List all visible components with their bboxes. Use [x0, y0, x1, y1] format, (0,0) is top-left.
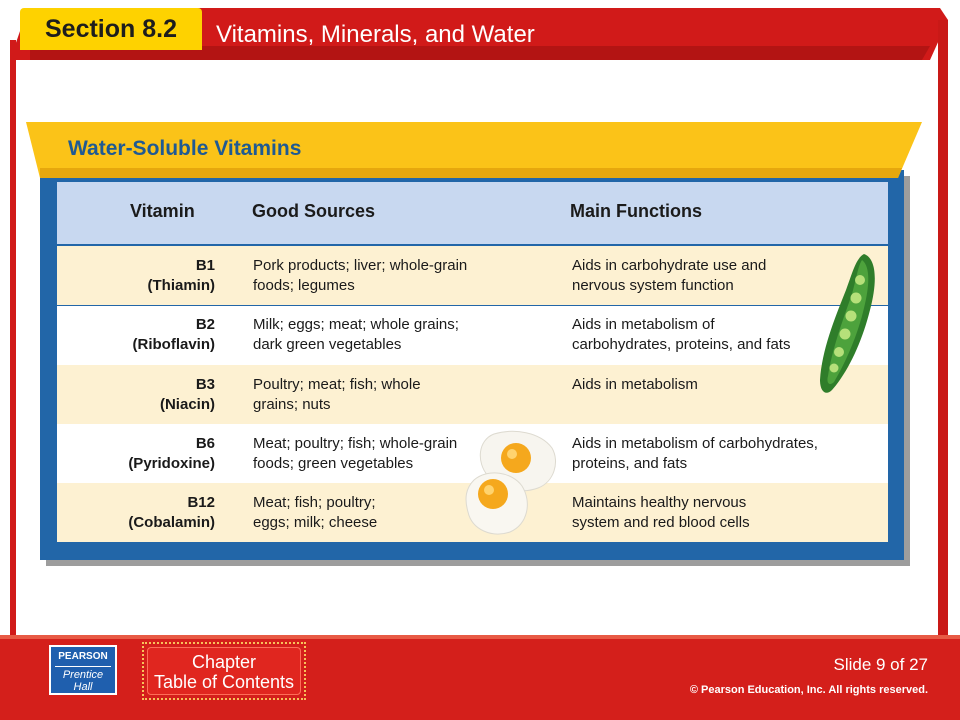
- functions-line: Maintains healthy nervous: [572, 494, 747, 511]
- pearson-logo: [49, 645, 117, 695]
- sources-line: Poultry; meat; fish; whole: [253, 376, 421, 393]
- vitamin-code: B1: [195, 257, 215, 274]
- sources-line: grains; nuts: [253, 396, 331, 413]
- vitamin-code: B2: [195, 316, 215, 333]
- logo-top-text: PEARSON: [58, 651, 108, 662]
- sources-line: Meat; poultry; fish; whole-grain: [253, 435, 458, 452]
- sources-cell: [253, 375, 421, 415]
- functions-cell: [572, 375, 698, 395]
- sources-cell: [253, 256, 467, 296]
- sources-cell: [253, 434, 457, 474]
- vitamin-code: B12: [187, 494, 215, 511]
- sources-cell: [253, 493, 377, 533]
- vitamin-alt-name: (Niacin): [159, 396, 215, 413]
- logo-bottom-text: Prentice Hall: [55, 666, 111, 693]
- vitamin-name: [55, 256, 215, 296]
- column-header-sources: Good Sources: [252, 201, 376, 221]
- vitamin-name: [55, 434, 215, 474]
- copyright-notice: © Pearson Education, Inc. All rights reserved.: [689, 684, 928, 696]
- vitamin-code: B3: [195, 376, 215, 393]
- vitamin-name: [55, 375, 215, 415]
- left-border: [10, 40, 16, 650]
- functions-cell: [572, 493, 750, 533]
- table-title: Water-Soluble Vitamins: [68, 137, 302, 160]
- functions-line: Aids in metabolism of: [572, 316, 715, 333]
- table-of-contents-button[interactable]: [142, 642, 306, 700]
- vitamin-name: [55, 493, 215, 533]
- functions-cell: [572, 315, 790, 355]
- vitamin-alt-name: (Cobalamin): [128, 514, 215, 531]
- vitamin-name: [55, 315, 215, 355]
- sources-line: foods; green vegetables: [253, 455, 414, 472]
- vitamin-alt-name: (Riboflavin): [132, 336, 215, 353]
- functions-cell: [572, 256, 766, 296]
- toc-line2: Table of Contents: [153, 672, 295, 692]
- sources-line: Pork products; liver; whole-grain: [253, 257, 468, 274]
- sources-cell: [253, 315, 459, 355]
- section-label: Section 8.2: [20, 8, 202, 50]
- column-header-vitamin: Vitamin: [130, 201, 195, 221]
- functions-line: Aids in metabolism: [572, 376, 698, 393]
- functions-line: Aids in carbohydrate use and: [572, 257, 767, 274]
- fried-eggs-image: [464, 428, 564, 540]
- functions-line: carbohydrates, proteins, and fats: [572, 336, 791, 353]
- functions-line: Aids in metabolism of carbohydrates,: [572, 435, 818, 452]
- toc-line1: Chapter: [191, 652, 257, 672]
- sources-line: dark green vegetables: [253, 336, 402, 353]
- pea-pod-image: [812, 250, 882, 396]
- vitamin-alt-name: (Pyridoxine): [128, 455, 215, 472]
- right-border: [938, 20, 948, 650]
- functions-line: system and red blood cells: [572, 514, 750, 531]
- vitamin-alt-name: (Thiamin): [147, 277, 215, 294]
- functions-cell: [572, 434, 818, 474]
- vitamin-code: B6: [195, 435, 215, 452]
- sources-line: foods; legumes: [253, 277, 355, 294]
- sources-line: Meat; fish; poultry;: [253, 494, 376, 511]
- sources-line: eggs; milk; cheese: [253, 514, 378, 531]
- functions-line: proteins, and fats: [572, 455, 688, 472]
- slide-number: Slide 9 of 27: [833, 655, 928, 674]
- toc-button-face[interactable]: [147, 647, 301, 695]
- sources-line: Milk; eggs; meat; whole grains;: [253, 316, 459, 333]
- functions-line: nervous system function: [572, 277, 734, 294]
- column-header-functions: Main Functions: [570, 201, 702, 221]
- footer-divider: [0, 635, 960, 639]
- slide-title: Vitamins, Minerals, and Water: [216, 21, 535, 48]
